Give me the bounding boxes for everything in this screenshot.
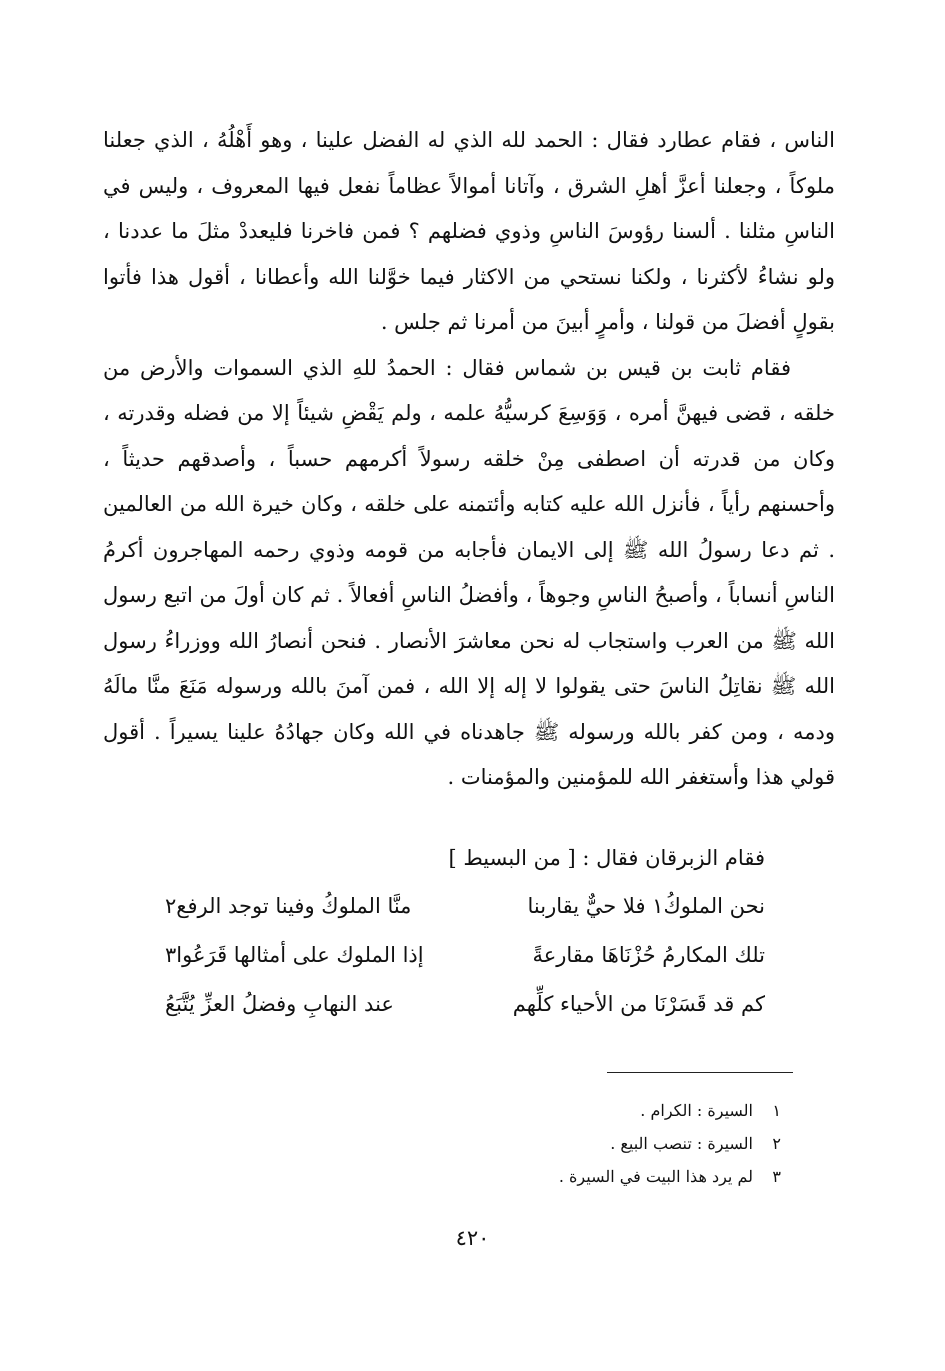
footnote-text: السيرة : تنصب البيع .: [610, 1134, 753, 1153]
verse-first-hemistich: نحن الملوكُ١ فلا حيٌّ يقاربنا: [527, 894, 765, 918]
poem-verse: [165, 931, 765, 980]
paragraph-utarid-speech: الناس ، فقام عطارد فقال : الحمد لله الذي له الفضل علينا ، وهو أَهْلُهُ ، الذي جعلنا ملوكاً ، وجعلنا أعزَّ أهلِ الشرق ، وآتانا أموالاً عظاماً نفعل فيها المعروف ، وليس في الناسِ مثلنا . ألسنا رؤوسَ الناسِ وذوي فضلهم ؟ فمن فاخرنا فليعددْ مثلَ ما عددنا ، ولو نشاءُ لأكثرنا ، ولكنا نستحي من الاكثار فيما خوَّلنا الله وأعطانا ، أقول هذا فأتوا بقولٍ أفضلَ من قولنا ، وأمرٍ أبينَ من أمرنا ثم جلس .: [103, 128, 835, 334]
footnotes: [559, 1094, 781, 1193]
paragraph-thabit-speech: فقام ثابت بن قيس بن شماس فقال : الحمدُ للهِ الذي السموات والأرض من خلقه ، قضى فيهنَّ أمره ، وَوَسِعَ كرسيُّهُ علمه ، ولم يَقْضِ شيئاً إلا من فضله وقدرته ، وكان من قدرته أن اصطفى مِنْ خلقه رسولاً أكرمهم حسباً ، وأصدقهم حديثاً ، وأحسنهم رأياً ، فأنزل الله عليه كتابه وأئتمنه على خلقه ، وكان خيرة الله من العالمين . ثم دعا رسولُ الله ﷺ إلى الايمان فأجابه من قومه وذوي رحمه المهاجرون أكرمُ الناسِ أنساباً ، وأصبحُ الناسِ وجوهاً ، وأفضلُ الناسِ أفعالاً . ثم كان أولَ من اتبع رسول الله ﷺ من العرب واستجاب له نحن معاشرَ الأنصار . فنحن أنصارُ الله ووزراءُ رسول الله ﷺ نقاتِلُ الناسَ حتى يقولوا لا إله إلا الله ، فمن آمنَ بالله ورسوله مَنَعَ منَّا مالَهُ ودمه ، ومن كفر بالله ورسوله ﷺ جاهدناه في الله وكان جهادُهُ علينا يسيراً . أقول قولي هذا وأستغفر الله للمؤمنين والمؤمنات .: [103, 355, 835, 789]
verse-first-hemistich: تلك المكارمُ حُزْنَاهَا مقارعةً: [532, 943, 765, 967]
poem: [165, 882, 765, 1029]
footnote-divider: [607, 1072, 793, 1073]
poem-verse: [165, 882, 765, 931]
footnote-number: ٣: [772, 1167, 781, 1186]
footnote: [559, 1094, 781, 1127]
footnote-number: ٢: [772, 1134, 781, 1153]
page-number: ٤٢٠: [455, 1226, 490, 1250]
verse-intro: فقام الزبرقان فقال : [ من البسيط ]: [448, 846, 765, 870]
footnote-text: السيرة : الكرام .: [640, 1101, 753, 1120]
verse-second-hemistich: إذا الملوك على أمثالها قَرَعُوا٣: [165, 943, 424, 967]
verse-second-hemistich: عند النهابِ وفضلُ العزِّ يُتَّبَعُ: [165, 992, 394, 1016]
footnote-number: ١: [772, 1101, 781, 1120]
footnote-text: لم يرد هذا البيت في السيرة .: [558, 1167, 753, 1186]
verse-second-hemistich: منَّا الملوكُ وفينا توجد الرفع٢: [165, 894, 412, 918]
footnote: [559, 1127, 781, 1160]
poem-verse: [165, 980, 765, 1029]
verse-first-hemistich: كم قد قَسَرْنَا من الأحياء كلِّهم: [512, 992, 765, 1016]
footnote: [559, 1160, 781, 1193]
main-text: [103, 118, 835, 801]
